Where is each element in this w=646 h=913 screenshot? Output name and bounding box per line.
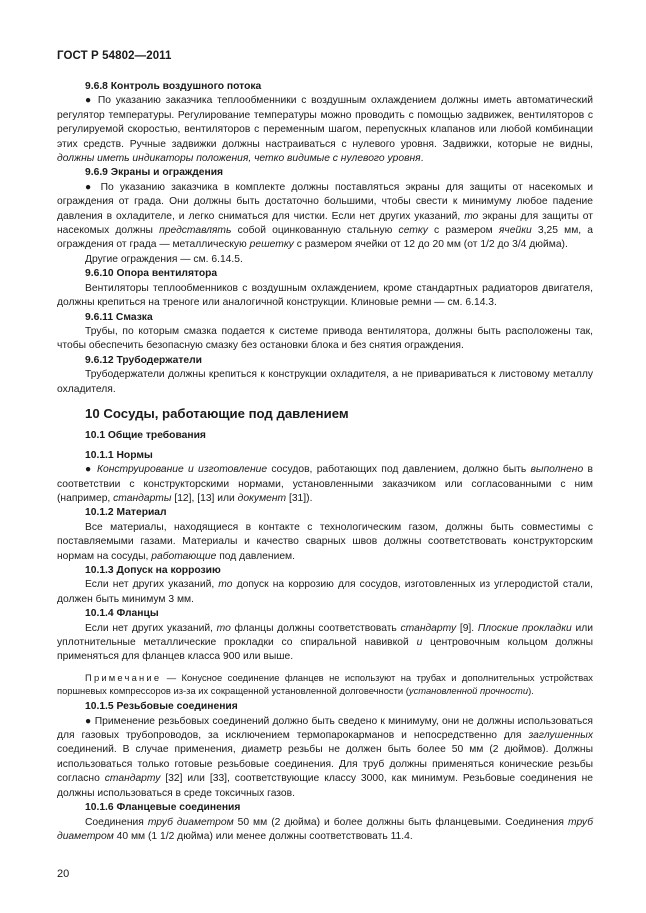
- document-header: ГОСТ Р 54802—2011: [57, 50, 172, 62]
- document-body: [57, 80, 593, 844]
- section-heading-10-1-6: 10.1.6 Фланцевые соединения: [85, 802, 241, 814]
- page-number: 20: [57, 868, 70, 880]
- paragraph-tube-supports: Трубодержатели должны крепиться к конструкции охладителя, а не привариваться к листовому металлу охладителя.: [57, 369, 593, 395]
- paragraph-lubrication: Трубы, по которым смазка подается к системе привода вентилятора, должны быть расположены так, чтобы обеспечить безопасную смазку без остановки блока и без снятия ограждения.: [57, 325, 593, 352]
- section-heading-10-1-2: 10.1.2 Материал: [85, 507, 167, 519]
- section-heading-9-6-8: 9.6.8 Контроль воздушного потока: [85, 81, 262, 92]
- section-heading-9-6-12: 9.6.12 Трубодержатели: [85, 354, 202, 366]
- paragraph-flanged-connections: Соединения труб диаметром 50 мм (2 дюйма) и более должны быть фланцевыми. Соединения труб диаметром 40 мм (1 1/2 дюйма) или менее должны соответствовать 11.4.: [57, 816, 594, 842]
- paragraph-threaded-connections: ● Применение резьбовых соединений должно быть сведено к минимуму, они не должны использоваться для газовых трубопроводов, за исключением термопарокарманов и непосредственно для заглушенных соединений. В случае применения, диаметр резьбы не должен быть более 50 мм (2 дюймов). Должны использоваться только готовые резьбовые соединения. Для труб должны применяться конические резьбы согласно стандарту [32] или [33], соответствующие классу 3000, как минимум. Резьбовые соединения не должны использоваться в среде токсичных газов.: [57, 715, 594, 799]
- paragraph-flanges: Если нет других указаний, то фланцы должны соответствовать стандарту [9]. Плоские прокладки или уплотнительные металлические прокладки со спиральной навивкой и центровочным кольцом должны применяться для фланцев класса 900 или выше.: [57, 622, 594, 663]
- paragraph-corrosion-allowance: Если нет других указаний, то допуск на коррозию для сосудов, изготовленных из углеродистой стали, должен быть минимум 3 мм.: [57, 579, 593, 605]
- paragraph-screens-guards: ● По указанию заказчика в комплекте должны поставляться экраны для защиты от насекомых и ограждения от града. Они должны быть достаточно большими, чтобы свести к минимуму любое падение давления в охладителе, и легко сниматься для чистки. Если нет других указаний, то экраны для защиты от насекомых должны представлять собой оцинкованную стальную сетку с размером ячейки 3,25 мм, а ограждения от града — металлическую решетку с размером ячейки от 12 до 20 мм (от 1/2 до 3/4 дюйма).: [57, 181, 594, 251]
- paragraph-other-guards: Другие ограждения — см. 6.14.5.: [85, 253, 243, 265]
- section-heading-9-6-10: 9.6.10 Опора вентилятора: [85, 268, 218, 280]
- note-flanges: Примечание — Конусное соединение фланцев не используют на трубах и дополнительных устройствах поршневых компрессоров из-за их сокращенной установленной долговечности (установленной прочности).: [57, 671, 593, 697]
- section-heading-10-1-4: 10.1.4 Фланцы: [85, 608, 159, 620]
- section-heading-10-1: 10.1 Общие требования: [85, 430, 206, 442]
- section-heading-9-6-11: 9.6.11 Смазка: [85, 311, 153, 323]
- note-label: Примечание: [85, 671, 162, 683]
- section-heading-10-1-5: 10.1.5 Резьбовые соединения: [85, 701, 238, 713]
- paragraph-air-flow-control: ● По указанию заказчика теплообменники с воздушным охлаждением должны иметь автоматический регулятор температуры. Регулирование температуры можно проводить с помощью задвижек, вентиляторов с регулируемой скоростью, вентиляторов с переменным шагом, перепускных клапанов или любой комбинации этих средств. Ручные задвижки должны настраиваться с нулевого уровня. Задвижки, которые не видны, должны иметь индикаторы положения, четко видимые с нулевого уровня.: [57, 95, 593, 165]
- section-heading-10-1-1: 10.1.1 Нормы: [85, 449, 153, 461]
- section-heading-10-1-3: 10.1.3 Допуск на коррозию: [85, 565, 221, 576]
- paragraph-codes: ● Конструирование и изготовление сосудов, работающих под давлением, должно быть выполнено в соответствии с конструкторскими нормами, установленными заказчиком или согласованными с ним (например, стандарты [12], [13] или документ [31]).: [57, 464, 593, 504]
- paragraph-fan-support: Вентиляторы теплообменников с воздушным охлаждением, кроме стандартных радиаторов двигателя, должны крепиться на треноге или аналогичной конструкции. Клиновые ремни — см. 6.14.3.: [57, 282, 593, 309]
- section-heading-9-6-9: 9.6.9 Экраны и ограждения: [85, 167, 224, 179]
- paragraph-material: Все материалы, находящиеся в контакте с технологическим газом, должны быть совместимы с поставляемыми газами. Материалы и качество сварных швов должны соответствовать конструкторским нормам на сосуды, работающие под давлением.: [57, 521, 593, 562]
- chapter-heading-10: 10 Сосуды, работающие под давлением: [85, 405, 349, 421]
